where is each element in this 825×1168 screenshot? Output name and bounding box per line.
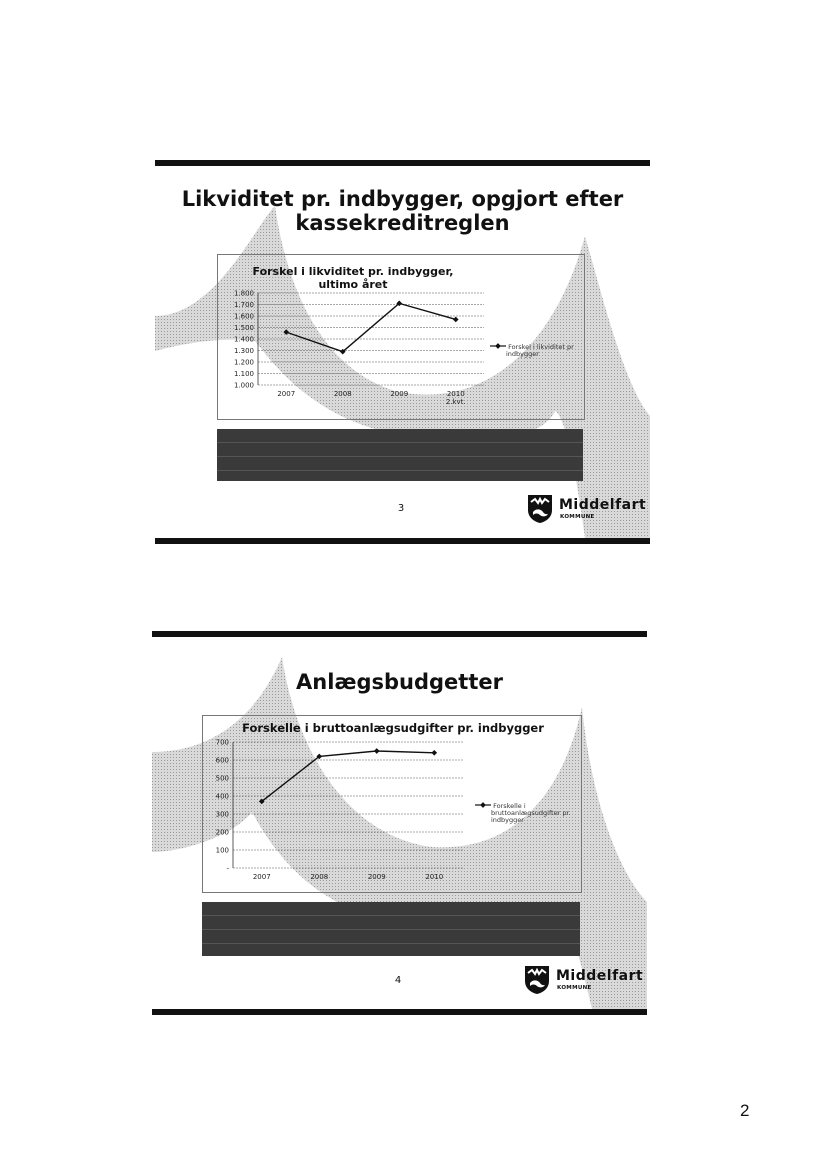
legend-label-line2: bruttoanlægsudgifter pr. bbox=[491, 809, 571, 818]
y-tick-label: 600 bbox=[215, 756, 229, 765]
x-tick-label: 2008 bbox=[310, 873, 329, 881]
y-tick-label: 200 bbox=[215, 828, 229, 837]
chart-title: Forskelle i bruttoanlægsudgifter pr. indbygger bbox=[242, 721, 544, 735]
legend-label-line2: indbygger bbox=[506, 350, 539, 359]
chart-title-line1: Forskel i likviditet pr. indbygger, bbox=[252, 265, 454, 278]
slide-number: 4 bbox=[394, 975, 402, 986]
chart-title-line2: ultimo året bbox=[318, 278, 388, 292]
table-row bbox=[217, 457, 583, 471]
logo-subtitle: KOMMUNE bbox=[560, 514, 595, 520]
table-row bbox=[202, 902, 580, 916]
y-tick-label: 1.100 bbox=[233, 370, 254, 378]
slide-title-line1: Anlægsbudgetter bbox=[296, 670, 503, 694]
y-tick-label: 1.400 bbox=[233, 335, 254, 344]
legend-label-line3: indbygger bbox=[491, 816, 524, 825]
y-tick-label: 1.800 bbox=[233, 289, 254, 298]
logo-name: Middelfart bbox=[559, 497, 647, 513]
y-tick-label: 500 bbox=[215, 774, 229, 783]
chart-legend bbox=[490, 343, 574, 358]
table-row bbox=[217, 443, 583, 457]
legend-label-line1: Forskelle i bbox=[493, 802, 526, 810]
y-tick-label: 1.000 bbox=[233, 381, 254, 390]
x-tick-label: 2010 bbox=[446, 390, 465, 398]
slide-title bbox=[152, 671, 647, 695]
table-row bbox=[202, 916, 580, 930]
page-number: 2 bbox=[740, 1101, 750, 1120]
slide-3 bbox=[155, 160, 650, 544]
y-tick-label: 300 bbox=[215, 810, 229, 819]
chart-likviditet bbox=[217, 254, 585, 420]
data-point bbox=[283, 329, 289, 335]
shield-icon bbox=[524, 965, 550, 995]
table-row bbox=[202, 930, 580, 944]
logo-name: Middelfart bbox=[556, 968, 644, 984]
slide-4 bbox=[152, 631, 647, 1015]
y-tick-label: 1.600 bbox=[233, 312, 254, 321]
y-tick-label: 400 bbox=[215, 792, 229, 801]
y-tick-label: 100 bbox=[215, 846, 229, 855]
x-tick-sublabel: 2.kvt. bbox=[445, 398, 466, 406]
x-tick-label: 2009 bbox=[390, 390, 409, 398]
legend-marker bbox=[490, 343, 506, 349]
data-table-dark bbox=[217, 429, 583, 481]
slide-title bbox=[155, 188, 650, 235]
y-tick-label: 1.300 bbox=[233, 347, 254, 355]
data-point bbox=[453, 317, 459, 323]
data-table-dark bbox=[202, 902, 580, 956]
legend-marker bbox=[475, 802, 491, 808]
series-line bbox=[262, 751, 435, 801]
y-tick-label: 1.500 bbox=[233, 324, 254, 332]
legend-label-line1: Forskel i likviditet pr bbox=[508, 343, 574, 351]
chart-plot-area bbox=[218, 255, 584, 419]
chart-anlaeg bbox=[202, 715, 582, 893]
y-tick-label: - bbox=[226, 864, 229, 873]
slide-title-line2: kassekreditreglen bbox=[295, 210, 510, 235]
slide-title-line1: Likviditet pr. indbygger, opgjort efter bbox=[181, 187, 624, 211]
middelfart-logo bbox=[527, 494, 647, 528]
logo-subtitle: KOMMUNE bbox=[557, 985, 592, 991]
middelfart-logo bbox=[524, 965, 644, 999]
shield-icon bbox=[527, 494, 553, 524]
x-tick-label: 2008 bbox=[333, 390, 352, 398]
slide-number: 3 bbox=[397, 503, 405, 514]
y-tick-label: 700 bbox=[215, 738, 229, 747]
y-tick-label: 1.200 bbox=[233, 358, 254, 367]
x-tick-label: 2010 bbox=[425, 873, 444, 881]
y-tick-label: 1.700 bbox=[233, 301, 254, 309]
chart-legend bbox=[475, 802, 571, 824]
data-point bbox=[431, 750, 437, 756]
x-tick-label: 2007 bbox=[277, 390, 296, 398]
table-row bbox=[217, 429, 583, 443]
data-point bbox=[374, 748, 380, 754]
x-tick-label: 2007 bbox=[252, 873, 271, 881]
x-tick-label: 2009 bbox=[367, 873, 386, 881]
